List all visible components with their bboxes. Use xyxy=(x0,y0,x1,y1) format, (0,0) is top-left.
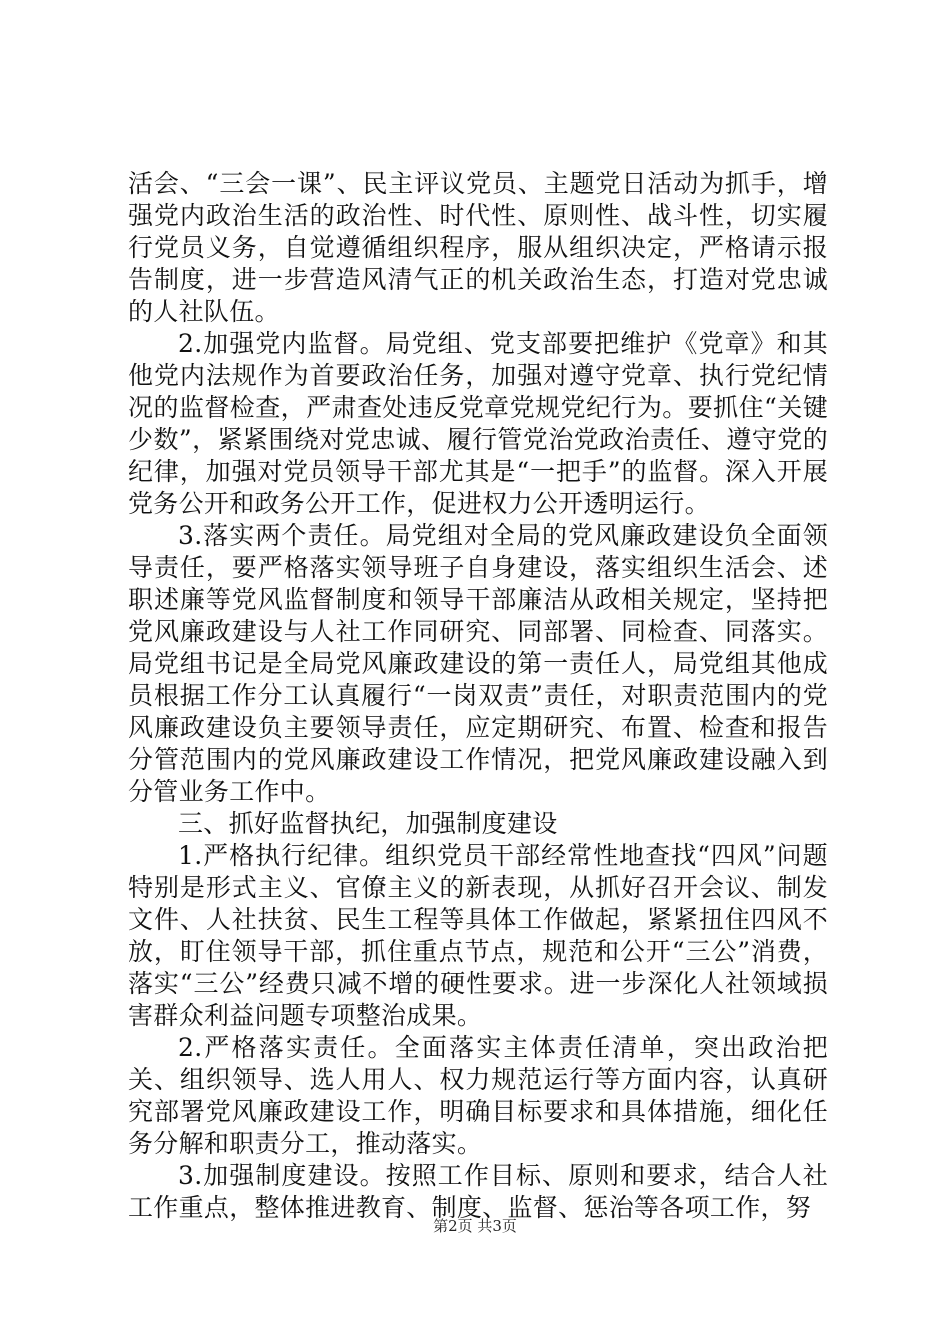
paragraph-system-building: 3.加强制度建设。按照工作目标、原则和要求，结合人社工作重点，整体推进教育、制度、监督、惩治等各项工作，努 xyxy=(128,1161,828,1222)
page-number-footer: 第2页 共3页 xyxy=(433,1217,517,1235)
paragraph-implement-responsibility: 2.严格落实责任。全面落实主体责任清单，突出政治把关、组织领导、选人用人、权力规范运行等方面内容，认真研究部署党风廉政建设工作，明确目标要求和具体措施，细化任务分解和职责分工，推动落实。 xyxy=(128,1033,828,1158)
paragraph-enforce-discipline: 1.严格执行纪律。组织党员干部经常性地查找“四风”问题特别是形式主义、官僚主义的新表现，从抓好召开会议、制发文件、人社扶贫、民生工程等具体工作做起，紧紧扭住四风不放，盯住领导干部，抓住重点节点，规范和公开“三公”消费，落实“三公”经费只减不增的硬性要求。进一步深化人社领域损害群众利益问题专项整治成果。 xyxy=(128,841,828,1030)
section-heading-3: 三、抓好监督执纪，加强制度建设 xyxy=(178,809,558,838)
paragraph-continuation: 活会、“三会一课”、民主评议党员、主题党日活动为抓手，增强党内政治生活的政治性、时代性、原则性、战斗性，切实履行党员义务，自觉遵循组织程序，服从组织决定，严格请示报告制度，进一步营造风清气正的机关政治生态，打造对党忠诚的人社队伍。 xyxy=(128,169,828,326)
document-body xyxy=(128,168,828,1224)
paragraph-two-responsibilities: 3.落实两个责任。局党组对全局的党风廉政建设负全面领导责任，要严格落实领导班子自身建设，落实组织生活会、述职述廉等党风监督制度和领导干部廉洁从政相关规定，坚持把党风廉政建设与人社工作同研究、同部署、同检查、同落实。局党组书记是全局党风廉政建设的第一责任人，局党组其他成员根据工作分工认真履行“一岗双责”责任，对职责范围内的党风廉政建设负主要领导责任，应定期研究、布置、检查和报告分管范围内的党风廉政建设工作情况，把党风廉政建设融入到分管业务工作中。 xyxy=(128,521,828,806)
paragraph-party-supervision: 2.加强党内监督。局党组、党支部要把维护《党章》和其他党内法规作为首要政治任务，加强对遵守党章、执行党纪情况的监督检查，严肃查处违反党章党规党纪行为。要抓住“关键少数”，紧紧围绕对党忠诚、履行管党治党政治责任、遵守党的纪律，加强对党员领导干部尤其是“一把手”的监督。深入开展党务公开和政务公开工作，促进权力公开透明运行。 xyxy=(128,329,828,518)
